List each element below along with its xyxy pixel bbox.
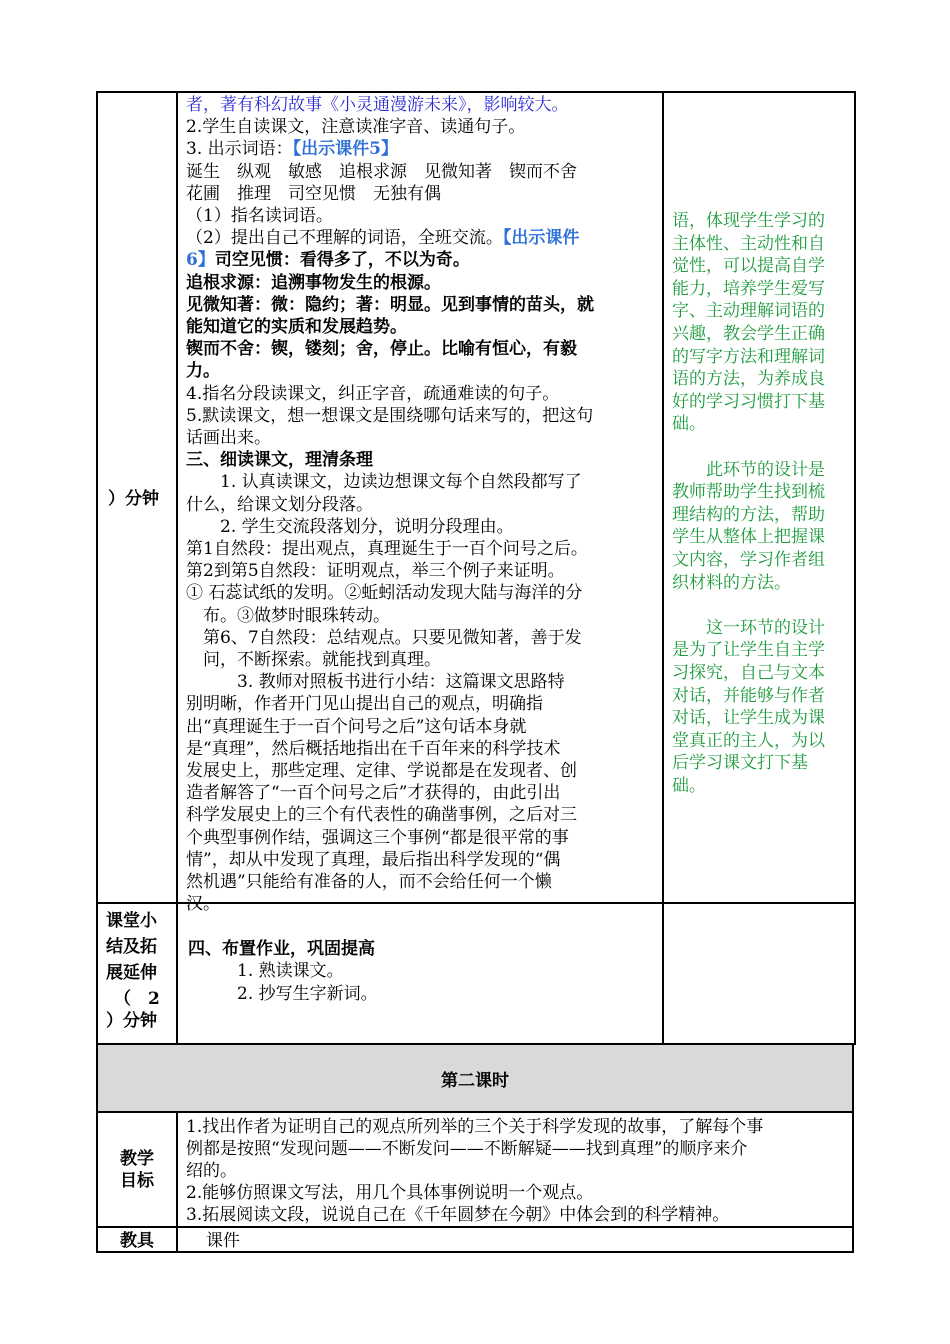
content-line [186,227,579,249]
content-line [186,405,593,427]
section2-label-line: 展延伸 [106,963,157,983]
content-line [186,249,470,271]
second-lesson-title: 第二课时 [441,1071,509,1091]
content-span: 追根求源：追溯事物发生的根源。 [186,272,441,293]
content-span: 能知道它的实质和发展趋势。 [186,317,407,337]
tools-label: 教具 [120,1231,154,1251]
content-line [186,827,569,849]
content-span: （1）指名读词语。 [186,206,333,226]
content-span: 问，不断探索。就能找到真理。 [186,650,441,670]
content-span: 发展史上，那些定理、定律、学说都是在发现者、创 [186,761,577,781]
design-note-line: 文内容，学习作者组 [672,550,825,570]
content-span: 2.学生自读课文，注意读准字音、读通句子。 [186,117,526,138]
table-border-right-lower [852,1044,854,1252]
design-note-line: 兴趣，教会学生正确 [672,324,825,344]
objective-line: 例都是按照“发现问题——不断发问——不断解疑——找到真理”的顺序来介 [186,1139,748,1159]
content-span: 第1自然段：提出观点，真理诞生于一百个问号之后。 [186,539,588,559]
objective-line: 2.能够仿照课文写法，用几个具体事例说明一个观点。 [186,1183,594,1203]
content-line [186,316,407,338]
content-span: （2）提出自己不理解的词语，全班交流。 [186,228,503,249]
content-span: 3. 教师对照板书进行小结：这篇课文思路特 [186,672,565,693]
content-line [186,183,441,205]
content-line [186,693,543,715]
design-note-line: 语，体现学生学习的 [672,211,825,231]
content-line [186,516,514,538]
content-line [186,449,373,471]
content-line [186,605,390,627]
section2-item: 2. 抄写生字新词。 [220,984,378,1004]
design-note-line: 理结构的方法，帮助 [672,504,825,525]
design-note-line: 是为了让学生自主学 [672,640,825,661]
content-span: 诞生 纵观 敏感 追根求源 见微知著 锲而不舍 [186,161,577,182]
content-span: 者，著有科幻故事《小灵通漫游未来》，影响较大。 [186,95,569,115]
design-note-line: 这一环节的设计 [672,617,825,638]
content-span: 力。 [186,361,220,382]
content-line [186,804,577,826]
content-span: 布。③做梦时眼珠转动。 [186,605,390,626]
design-note-line: 堂真正的主人，为以 [672,730,825,751]
content-line [186,161,577,183]
content-span: 是“真理”，然后概括地指出在千百年来的科学技术 [186,738,561,759]
section2-label-line: 结及拓 [106,937,157,957]
content-span: 6】 [186,250,215,271]
content-span: 5.默读课文，想一想课文是围绕哪句话来写的，把这句 [186,405,594,426]
design-note-line: 觉性，可以提高自学 [672,256,825,277]
content-line [186,738,560,760]
content-line [186,427,271,449]
content-line [186,272,441,294]
section1-label: ）分钟 [108,489,159,509]
content-line [186,871,552,893]
design-note-line: 的写字方法和理解词 [672,346,825,367]
content-line [186,649,441,671]
content-span: 司空见惯：看得多了，不以为奇。 [214,250,470,271]
content-line [186,538,588,560]
design-note-line: 础。 [672,414,706,435]
design-note-line: 语的方法，为养成良 [672,369,825,390]
content-line [186,671,565,693]
objective-line: 1.找出作者为证明自己的观点所列举的三个关于科学发现的故事，了解每个事 [186,1117,764,1137]
content-line [186,383,559,405]
content-span: 第6、7自然段：总结观点。只要见微知著，善于发 [186,627,582,648]
content-span: 别明晰，作者开门见山提出自己的观点，明确指 [186,694,543,715]
content-line [186,138,398,160]
content-span: 1. 认真读课文，边读边想课文每个自然段都写了 [186,472,582,493]
design-note-line: 字、主动理解词语的 [672,301,825,322]
row-divider-3 [96,1111,854,1113]
section2-label-line: （ 2 [114,989,160,1009]
section2-item: 1. 熟读课文。 [220,961,344,981]
content-line [186,94,569,116]
content-span: 锲而不舍：锲，镂刻；舍，停止。比喻有恒心，有毅 [186,339,577,360]
content-span: 然机遇”只能给有准备的人，而不会给任何一个懒 [186,872,552,892]
content-line [186,294,594,316]
content-span: 汉。 [186,894,220,915]
content-span: 话画出来。 [186,428,271,448]
content-span: 花圃 推理 司空见惯 无独有偶 [186,183,441,204]
content-span: 【出示课件 [502,228,580,249]
content-span: 3. 出示词语： [186,139,293,160]
content-line [186,849,560,871]
content-span: 情”，却从中发现了真理，最后指出科学发现的“偶 [186,849,561,870]
content-span: 科学发展史上的三个有代表性的确凿事例，之后对三 [186,805,577,826]
content-span: 4.指名分段读课文，纠正字音，疏通难读的句子。 [186,383,560,404]
design-note-line: 学生从整体上把握课 [672,527,825,548]
design-note-line: 教师帮助学生找到梳 [672,482,825,503]
section2-heading: 四、布置作业，巩固提高 [188,939,375,959]
design-note-line: 习探究，自己与文本 [672,663,825,683]
design-note-line: 织材料的方法。 [672,572,791,593]
content-span: 第2到第5自然段：证明观点，举三个例子来证明。 [186,561,565,582]
content-line [186,782,560,804]
objective-line: 3.拓展阅读文段，说说自己在《千年圆梦在今朝》中体会到的科学精神。 [186,1205,730,1225]
content-span: 见微知著：微：隐约；著：明显。见到事情的苗头，就 [186,294,594,315]
objective-line: 绍的。 [186,1161,237,1181]
content-line [186,471,582,493]
content-line [186,760,577,782]
design-note-line: 础。 [672,776,706,796]
content-span: ① 石蕊试纸的发明。②蚯蚓活动发现大陆与海洋的分 [186,583,583,604]
content-span: 个典型事例作结，强调这三个事例“都是很平常的事 [186,827,569,848]
tools-value: 课件 [206,1231,240,1251]
design-note-line: 后学习课文打下基 [672,753,808,774]
section2-label-line: 课堂小 [106,911,157,931]
content-line [186,205,333,227]
design-note-line: 此环节的设计是 [672,459,825,480]
content-line [186,116,525,138]
content-span: 出“真理诞生于一百个问号之后”这句话本身就 [186,716,527,737]
content-line [186,494,373,516]
content-span: 三、细读课文，理清条理 [186,450,373,471]
content-line [186,338,577,360]
design-note-line: 能力，培养学生爱写 [672,278,825,299]
row-divider-4 [96,1226,854,1228]
content-line [186,560,565,582]
content-span: 2. 学生交流段落划分，说明分段理由。 [186,516,514,537]
objectives-label: 目标 [120,1171,154,1191]
col-divider-lower [176,1111,178,1252]
content-line [186,716,526,738]
table-border-top [96,91,856,93]
section2-label-line: ）分钟 [106,1011,157,1031]
design-note-line: 好的学习习惯打下基 [672,391,825,412]
content-span: 造者解答了“一百个问号之后”才获得的，由此引出 [186,783,561,804]
design-note-line: 对话，并能够与作者 [672,685,825,706]
design-note-line: 主体性、主动性和自 [672,233,825,254]
design-note-line: 对话，让学生成为课 [672,708,825,729]
content-line [186,627,582,649]
content-line [186,582,582,604]
content-span: 【出示课件5】 [292,139,398,160]
content-line [186,360,220,382]
content-line [186,893,220,915]
objectives-label: 教学 [120,1149,154,1169]
content-span: 什么，给课文划分段落。 [186,494,373,515]
